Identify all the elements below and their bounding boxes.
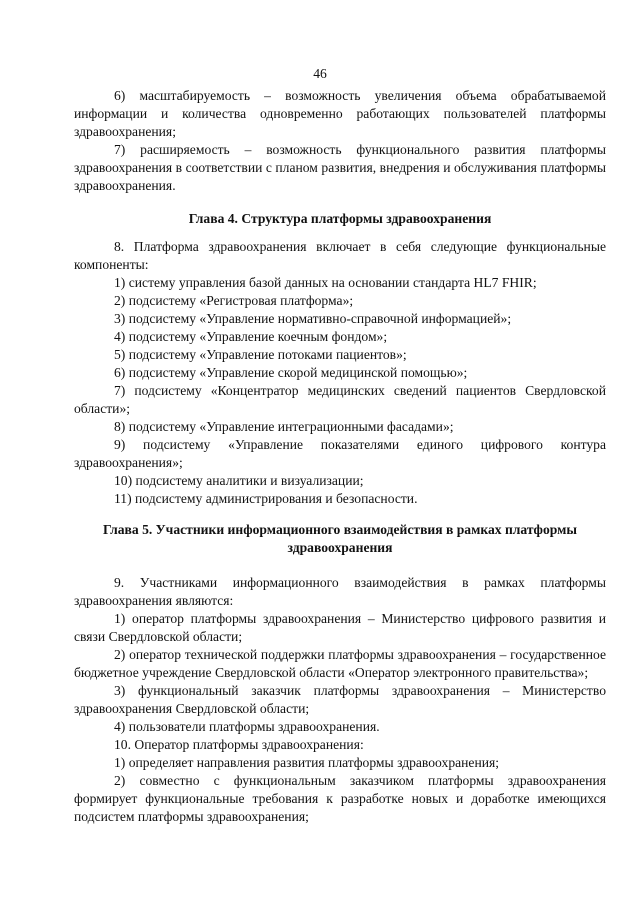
chapter4-title: Глава 4. Структура платформы здравоохранения bbox=[188, 211, 492, 226]
chapter5-title-line2: здравоохранения bbox=[287, 540, 393, 555]
chapter5-title-line1: Глава 5. Участники информационного взаимодействия в рамках платформы bbox=[103, 522, 577, 537]
list-item: 9) подсистему «Управление показателями единого цифрового контура здравоохранения»; bbox=[74, 437, 606, 470]
paragraph: 10. Оператор платформы здравоохранения: bbox=[114, 737, 364, 752]
list-item: 11) подсистему администрирования и безопасности. bbox=[114, 491, 418, 506]
list-item: 5) подсистему «Управление потоками пациентов»; bbox=[114, 347, 407, 362]
intro-section bbox=[74, 87, 606, 195]
paragraph: 6) масштабируемость – возможность увеличения объема обрабатываемой информации и количества одновременно работающих пользователей платформы здравоохранения; bbox=[74, 88, 606, 139]
list-item: 1) систему управления базой данных на основании стандарта HL7 FHIR; bbox=[114, 275, 537, 290]
list-item: 2) подсистему «Регистровая платформа»; bbox=[114, 293, 354, 308]
list-item: 3) функциональный заказчик платформы здравоохранения – Министерство здравоохранения Свердловской области; bbox=[74, 683, 606, 716]
chapter5-section bbox=[74, 574, 606, 826]
list-item: 2) оператор технической поддержки платформы здравоохранения – государственное бюджетное учреждение Свердловской области «Оператор электронного правительства»; bbox=[74, 647, 606, 680]
list-item: 4) подсистему «Управление коечным фондом»; bbox=[114, 329, 388, 344]
list-item: 6) подсистему «Управление скорой медицинской помощью»; bbox=[114, 365, 468, 380]
paragraph: 9. Участниками информационного взаимодействия в рамках платформы здравоохранения являются: bbox=[74, 575, 606, 608]
list-item: 10) подсистему аналитики и визуализации; bbox=[114, 473, 364, 488]
chapter4-section bbox=[74, 238, 606, 508]
page-number: 46 bbox=[313, 66, 327, 81]
list-item: 7) подсистему «Концентратор медицинских сведений пациентов Свердловской области»; bbox=[74, 383, 606, 416]
paragraph: 8. Платформа здравоохранения включает в себя следующие функциональные компоненты: bbox=[74, 239, 606, 272]
list-item: 8) подсистему «Управление интеграционными фасадами»; bbox=[114, 419, 454, 434]
list-item: 4) пользователи платформы здравоохранения. bbox=[114, 719, 380, 734]
chapter5-heading-block bbox=[74, 521, 606, 557]
paragraph: 7) расширяемость – возможность функционального развития платформы здравоохранения в соответствии с планом развития, внедрения и обслуживания платформы здравоохранения. bbox=[74, 142, 606, 193]
list-item: 1) оператор платформы здравоохранения – Министерство цифрового развития и связи Свердловской области; bbox=[74, 611, 606, 644]
list-item: 3) подсистему «Управление нормативно-справочной информацией»; bbox=[114, 311, 512, 326]
chapter4-heading-block bbox=[74, 210, 606, 228]
list-item: 2) совместно с функциональным заказчиком платформы здравоохранения формирует функциональные требования к разработке новых и доработке имеющихся подсистем платформы здравоохранения; bbox=[74, 773, 606, 824]
list-item: 1) определяет направления развития платформы здравоохранения; bbox=[114, 755, 500, 770]
